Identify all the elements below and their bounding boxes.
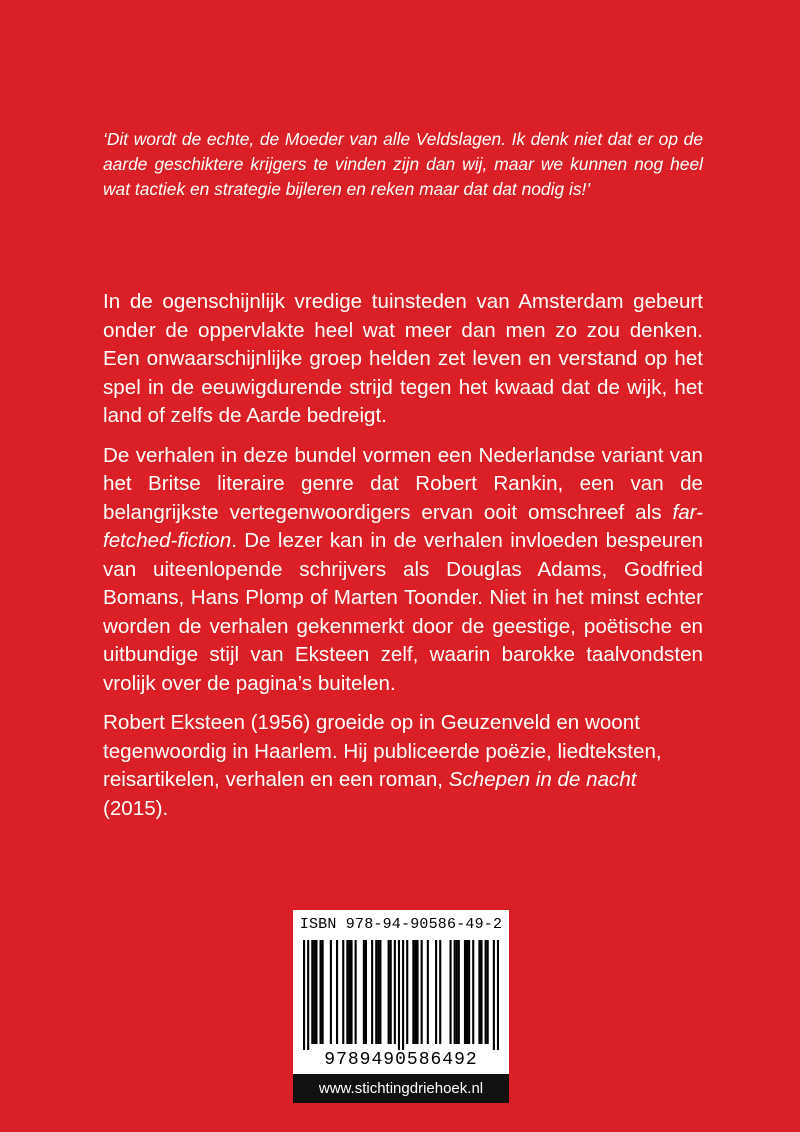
barcode-bars — [303, 940, 499, 1050]
barcode-bar — [336, 940, 338, 1044]
barcode-bar — [402, 940, 404, 1050]
barcode-bar — [311, 940, 313, 1044]
genre-term: far-fetched-fiction — [103, 500, 703, 552]
barcode-bar — [398, 940, 400, 1050]
barcode-bar — [472, 940, 474, 1044]
publisher-url[interactable]: www.stichtingdriehoek.nl — [293, 1074, 509, 1103]
barcode-bar — [307, 940, 309, 1050]
barcode-bar — [480, 940, 482, 1044]
barcode-bar — [414, 940, 416, 1044]
barcode-bar — [456, 940, 458, 1044]
barcode-bar — [439, 940, 441, 1044]
barcode-bar — [371, 940, 373, 1044]
barcode-bar — [330, 940, 332, 1044]
author-bio-before: Robert Eksteen (1956) groeide op in Geuzenveld en woont tegenwoordig in Haarlem. Hij publiceerde poëzie, liedteksten, reisartikelen, verhalen en een roman, — [103, 711, 662, 791]
barcode-bar — [464, 940, 466, 1044]
barcode-bar — [412, 940, 414, 1044]
barcode-bar — [421, 940, 423, 1044]
barcode-bar — [342, 940, 344, 1044]
barcode-bar — [363, 940, 365, 1044]
barcode-bar — [346, 940, 348, 1044]
barcode-bar — [449, 940, 451, 1044]
barcode-bar — [487, 940, 489, 1044]
barcode-bar — [458, 940, 460, 1044]
barcode-bar — [377, 940, 379, 1044]
isbn-label: ISBN 978-94-90586-49-2 — [299, 916, 503, 933]
barcode-bar — [466, 940, 468, 1044]
barcode-bar — [454, 940, 456, 1044]
barcode-bar — [390, 940, 392, 1044]
barcode-bar — [493, 940, 495, 1050]
barcode-bar — [394, 940, 396, 1044]
barcode-bar — [435, 940, 437, 1044]
novel-title: Schepen in de nacht — [448, 768, 637, 791]
barcode-bar — [485, 940, 487, 1044]
barcode-bar — [416, 940, 418, 1044]
barcode-bar — [303, 940, 305, 1050]
barcode-bar — [427, 940, 429, 1044]
blurb-text — [103, 288, 703, 834]
barcode-bar — [468, 940, 470, 1044]
back-cover-quote: ‘Dit wordt de echte, de Moeder van alle Veldslagen. Ik denk niet dat er op de aarde geschiktere krijgers te vinden zijn dan wij, maar we kunnen nog heel wat tactiek en strategie bijleren en reken maar dat dat nodig is!’ — [103, 129, 703, 199]
barcode-bar — [375, 940, 377, 1044]
ean-digits: 9789490586492 — [324, 1050, 478, 1070]
barcode-bar — [406, 940, 408, 1044]
barcode-bar — [365, 940, 367, 1044]
barcode-bar — [478, 940, 480, 1044]
barcode-bar — [379, 940, 381, 1044]
blurb-paragraph-2-after: . De lezer kan in de verhalen invloeden bespeuren van uiteenlopende schrijvers als Douglas Adams, Godfried Bomans, Hans Plomp of Marten Toonder. Niet in het minst echter worden de verhalen gekenmerkt door de geestige, poëtische en uitbundige stijl van Eksteen zelf, waarin barokke taalvondsten vrolijk over de pagina’s buitelen. — [103, 529, 703, 695]
author-bio-after: (2015). — [103, 796, 169, 820]
author-bio — [103, 709, 703, 823]
barcode-bar — [355, 940, 357, 1044]
barcode-bar — [388, 940, 390, 1044]
isbn-barcode — [293, 910, 509, 1074]
barcode-bar — [497, 940, 499, 1050]
barcode-bar — [315, 940, 317, 1044]
blurb-paragraph-2 — [103, 442, 703, 699]
barcode-bar — [348, 940, 350, 1044]
blurb-paragraph-2-before: De verhalen in deze bundel vormen een Nederlandse variant van het Britse literaire genre dat Robert Rankin, een van de belangrijkste vertegenwoordigers ervan ooit omschreef als — [103, 443, 703, 524]
barcode-bar — [322, 940, 324, 1044]
barcode-bar — [313, 940, 315, 1044]
barcode-bar — [320, 940, 322, 1044]
blurb-paragraph-1: In de ogenschijnlijk vredige tuinsteden van Amsterdam gebeurt onder de oppervlakte heel wat meer dan men zo zou denken. Een onwaarschijnlijke groep helden zet leven en verstand op het spel in de eeuwigdurende strijd tegen het kwaad dat de wijk, het land of zelfs de Aarde bedreigt. — [103, 290, 703, 427]
barcode-bar — [350, 940, 352, 1044]
